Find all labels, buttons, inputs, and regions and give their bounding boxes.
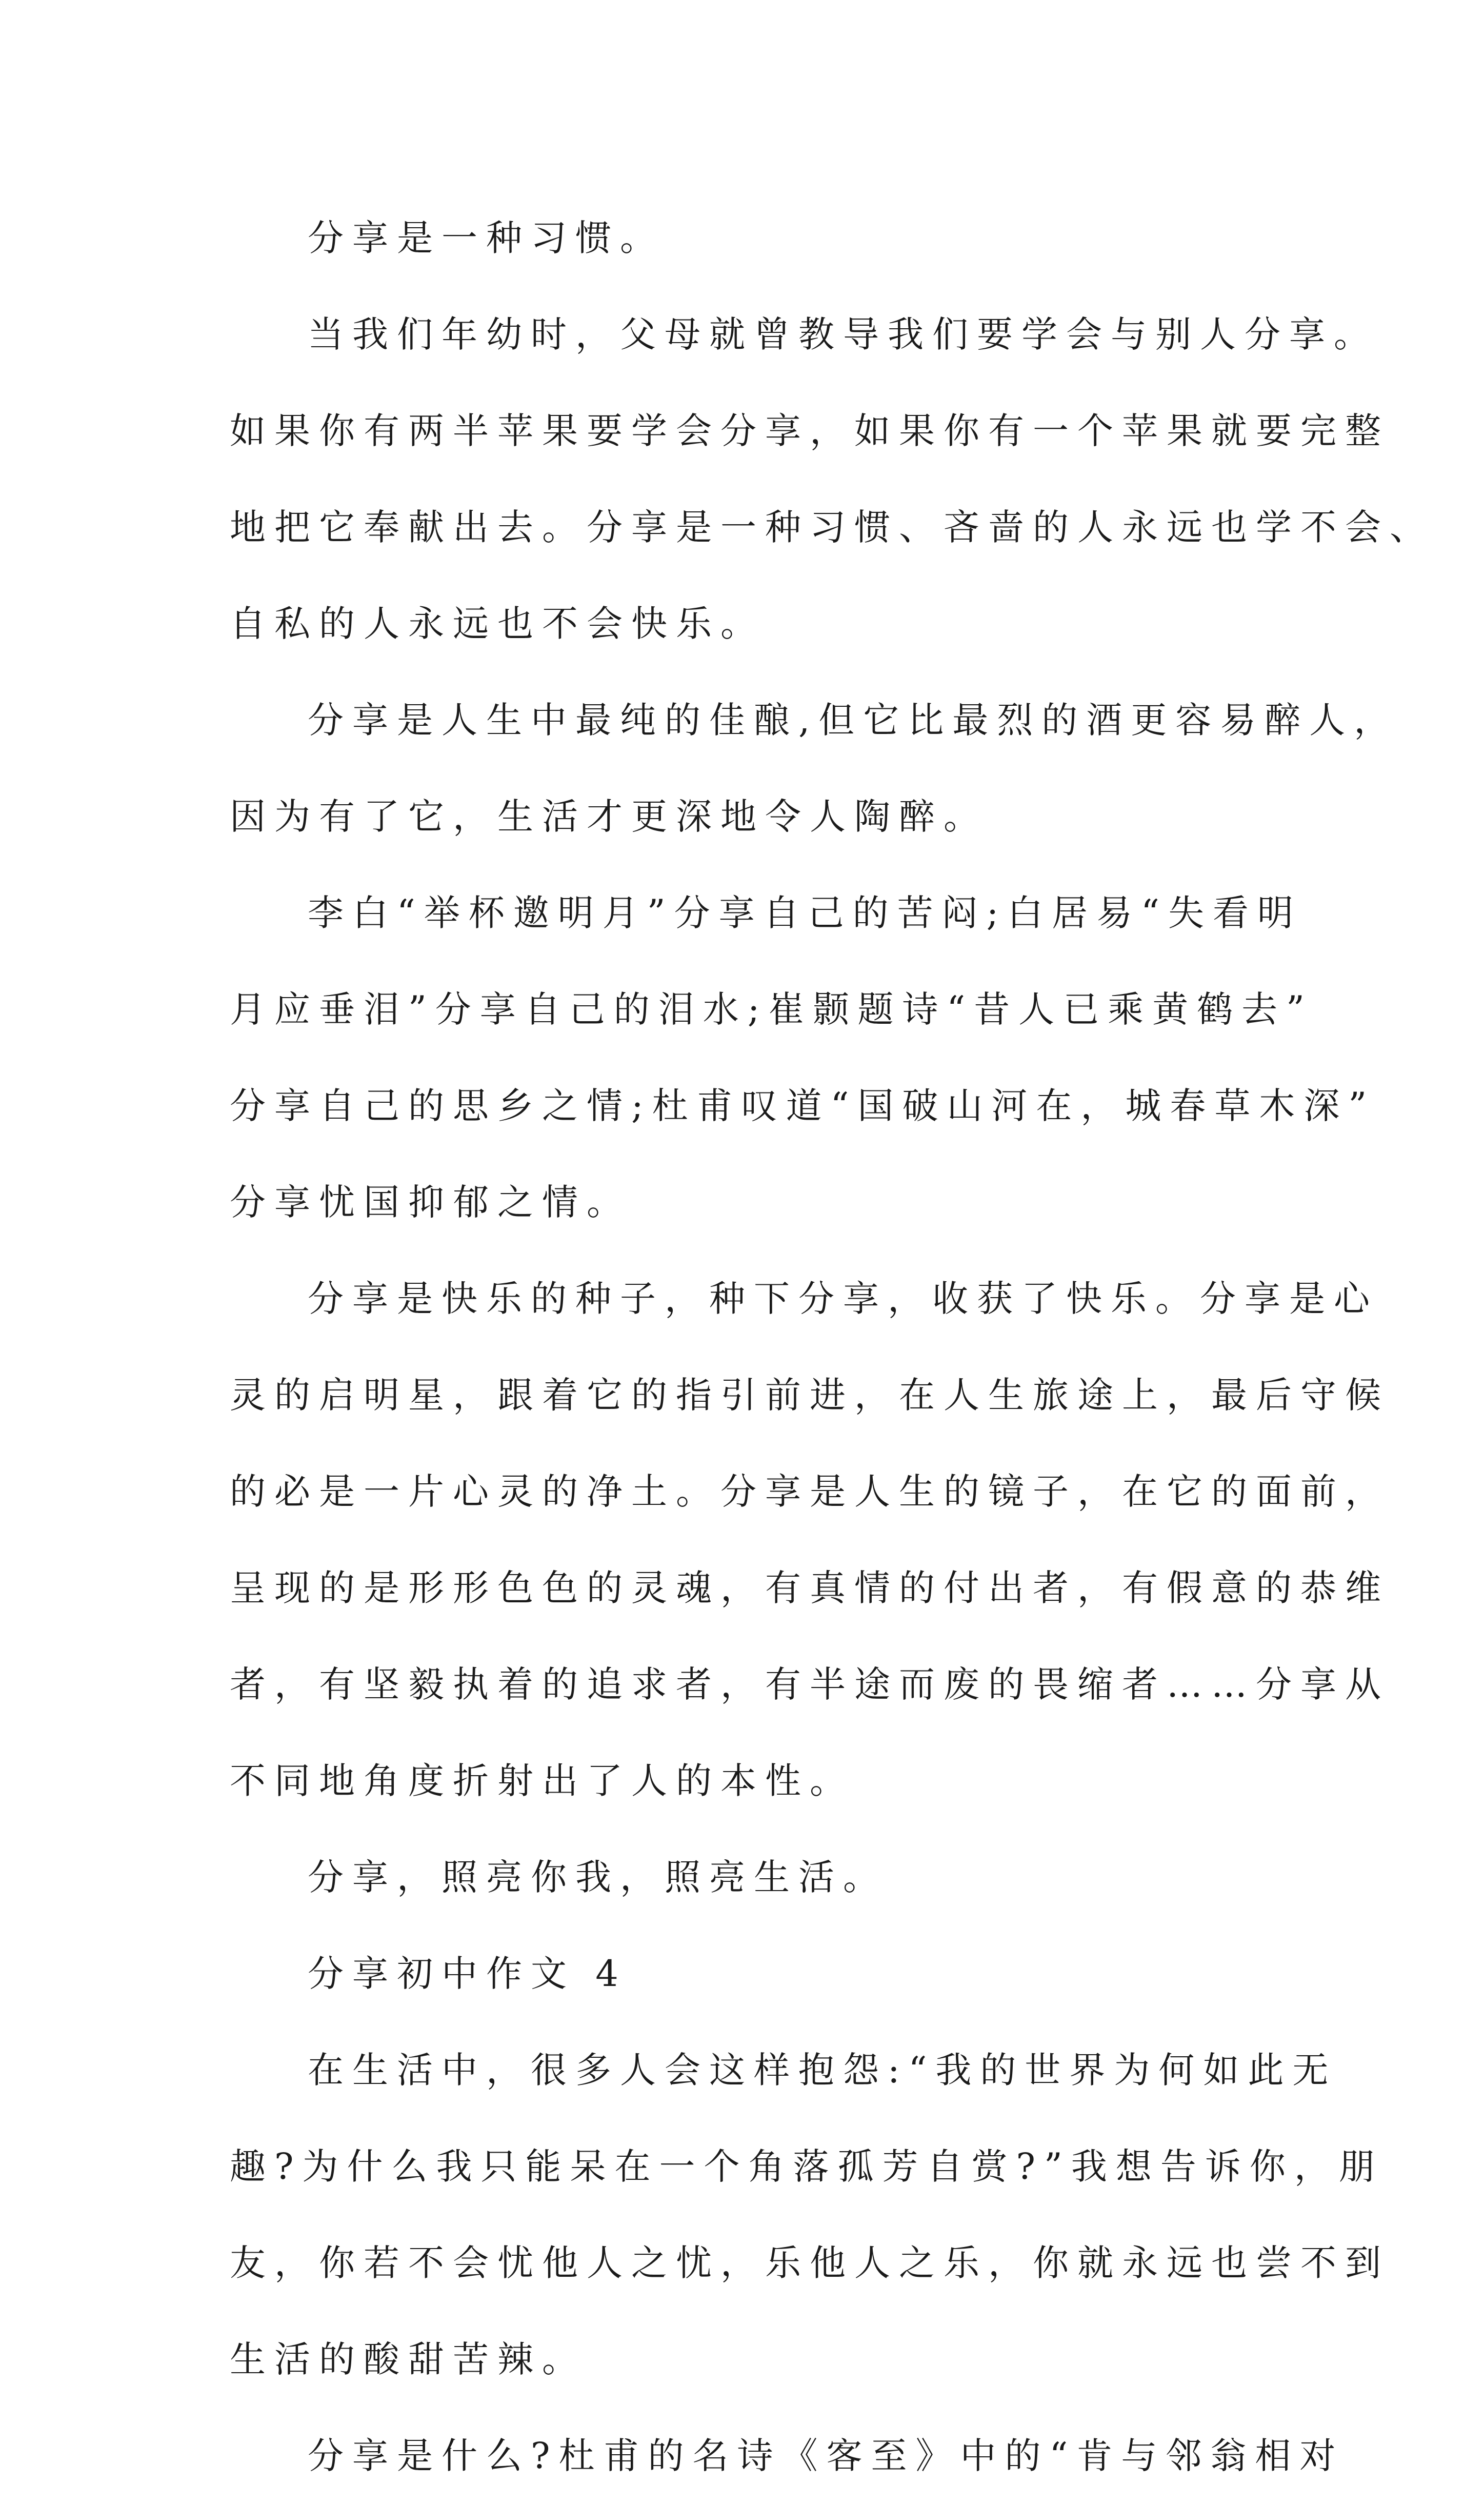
paragraph-line: 友，你若不会忧他人之忧，乐他人之乐，你就永远也尝不到	[230, 2242, 1390, 2284]
paragraph-line: 在生活中，很多人会这样抱怨:“我的世界为何如此无	[308, 2049, 1337, 2091]
paragraph-line: 分享是人生中最纯的佳酿,但它比最烈的酒更容易醉人，	[308, 699, 1399, 741]
paragraph-line: 灵的启明星，跟着它的指引前进，在人生旅途上，最后守候	[230, 1374, 1390, 1416]
paragraph-line: 李白“举杯邀明月”分享自己的苦闷;白居易“失看明	[308, 892, 1302, 934]
paragraph-line: 者，有坚毅执着的追求者，有半途而废的畏缩者……分享从	[230, 1663, 1390, 1705]
paragraph-line: 分享是一种习惯。	[308, 217, 665, 259]
paragraph-line: 月应垂泪”分享自己的泪水;崔颢题诗“昔人已乘黄鹤去”	[230, 988, 1313, 1030]
paragraph-line: 的必是一片心灵的净土。分享是人生的镜子，在它的面前，	[230, 1470, 1390, 1513]
paragraph-line: 呈现的是形形色色的灵魂，有真情的付出者，有假意的恭维	[230, 1567, 1390, 1609]
paragraph-line: 生活的酸甜苦辣。	[230, 2338, 587, 2380]
paragraph-line: 分享是什么?杜甫的名诗《客至》中的“肯与邻翁相对	[308, 2435, 1345, 2477]
paragraph-line: 分享忧国抑郁之情。	[230, 1181, 631, 1223]
paragraph-line: 如果你有两半苹果要学会分享，如果你有一个苹果就要完整	[230, 410, 1390, 452]
paragraph-line: 自私的人永远也不会快乐。	[230, 603, 765, 645]
section-heading: 分享初中作文 4	[308, 1953, 627, 1995]
paragraph-line: 分享，照亮你我，照亮生活。	[308, 1856, 888, 1898]
paragraph-line: 趣?为什么我只能呆在一个角落孤芳自赏?”我想告诉你，朋	[230, 2145, 1383, 2188]
document-body	[230, 190, 1434, 2504]
paragraph-line: 不同地角度折射出了人的本性。	[230, 1760, 854, 1802]
paragraph-line: 分享自己的思乡之情;杜甫叹道“国破山河在，城春草木深”	[230, 1085, 1376, 1127]
paragraph-line: 因为有了它，生活才更深地令人陶醉。	[230, 796, 988, 838]
paragraph-line: 当我们年幼时，父母就曾教导我们要学会与别人分享。	[308, 313, 1378, 355]
paragraph-line: 分享是快乐的种子，种下分享，收获了快乐。分享是心	[308, 1278, 1378, 1320]
paragraph-line: 地把它奉献出去。分享是一种习惯、吝啬的人永远也学不会、	[230, 506, 1434, 548]
